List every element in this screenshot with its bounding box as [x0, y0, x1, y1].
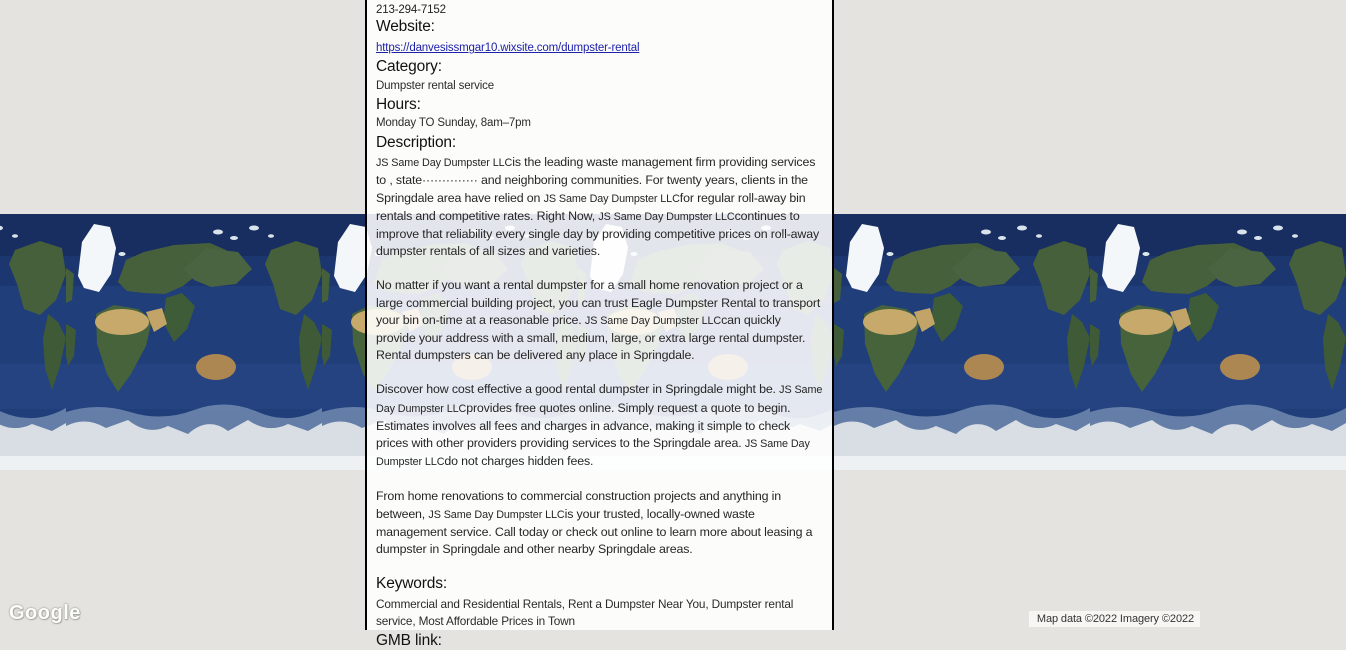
keywords-label: Keywords:	[376, 575, 448, 593]
category-value: Dumpster rental service	[376, 79, 494, 92]
description-paragraph	[376, 154, 823, 260]
description-text: provides free quotes online. Simply request a quote to begin. Estimates involves all fees and charges in advance, making it simple to check prices with other providers providing services to the Springdale area.	[376, 400, 791, 450]
description-text: for regular roll-away bin rentals and competitive rates. Right Now,	[376, 190, 806, 223]
gmb-link-label: GMB link:	[376, 631, 442, 649]
description-text: is the leading waste management firm providing services to , state·············· and neighboring communities. For twenty years, clients in the Springdale area have relied on	[376, 155, 816, 205]
world-map-tile	[66, 214, 322, 470]
keywords-value: Commercial and Residential Rentals, Rent a Dumpster Near You, Dumpster rental service, Most Affordable Prices in Town	[376, 596, 794, 628]
description-paragraph	[376, 277, 823, 364]
business-name-text: JS Same Day Dumpster LLC	[598, 210, 735, 223]
phone-number: 213-294-7152	[376, 4, 446, 16]
description-text: do not charges hidden fees.	[444, 454, 594, 469]
business-name-text: JS Same Day Dumpster LLC	[376, 384, 823, 415]
website-label: Website:	[376, 18, 435, 35]
world-map-tile	[1090, 214, 1346, 470]
description-text: Discover how cost effective a good rental dumpster in Springdale might be.	[376, 382, 780, 397]
hours-value: Monday TO Sunday, 8am–7pm	[376, 117, 531, 130]
world-map-tile	[0, 214, 66, 470]
business-name-text: JS Same Day Dumpster LLC	[376, 438, 810, 469]
category-label: Category:	[376, 58, 442, 76]
map-attribution: Map data ©2022 Imagery ©2022	[1029, 611, 1200, 627]
business-name-text: JS Same Day Dumpster LLC	[584, 314, 722, 327]
business-name-text: JS Same Day Dumpster LLC	[428, 508, 565, 521]
world-map-tile	[834, 214, 1090, 470]
description-text: is your trusted, locally-owned waste management service. Call today or check out online to learn more about leasing a dumpster in Springdale and other nearby Springdale areas.	[376, 506, 813, 557]
description-text: can quickly provide your address with a small, medium, large, or extra large rental dumpster. Rental dumpsters can be delivered any place in Springdale.	[376, 312, 806, 363]
business-name-text: JS Same Day Dumpster LLC	[376, 157, 513, 170]
description-paragraph	[376, 381, 823, 471]
business-listing-panel	[365, 0, 834, 649]
description-text: No matter if you want a rental dumpster for a small home renovation project or a large commercial building project, you can trust Eagle Dumpster Rental to transport your bin on-time at a reasonable price.	[376, 278, 821, 327]
hours-label: Hours:	[376, 96, 421, 114]
description-text: From home renovations to commercial construction projects and anything in between,	[376, 489, 782, 521]
google-logo[interactable]: Google	[9, 602, 81, 624]
website-link[interactable]: https://danvesissmgar10.wixsite.com/dumpster-rental	[376, 42, 640, 55]
description-paragraph	[376, 488, 823, 558]
description-label: Description:	[376, 133, 457, 151]
business-name-text: JS Same Day Dumpster LLC	[543, 192, 680, 205]
description-text: continues to improve that reliability every single day by providing competitive prices on roll-away dumpster rentals of all sizes and varieties.	[376, 208, 820, 259]
